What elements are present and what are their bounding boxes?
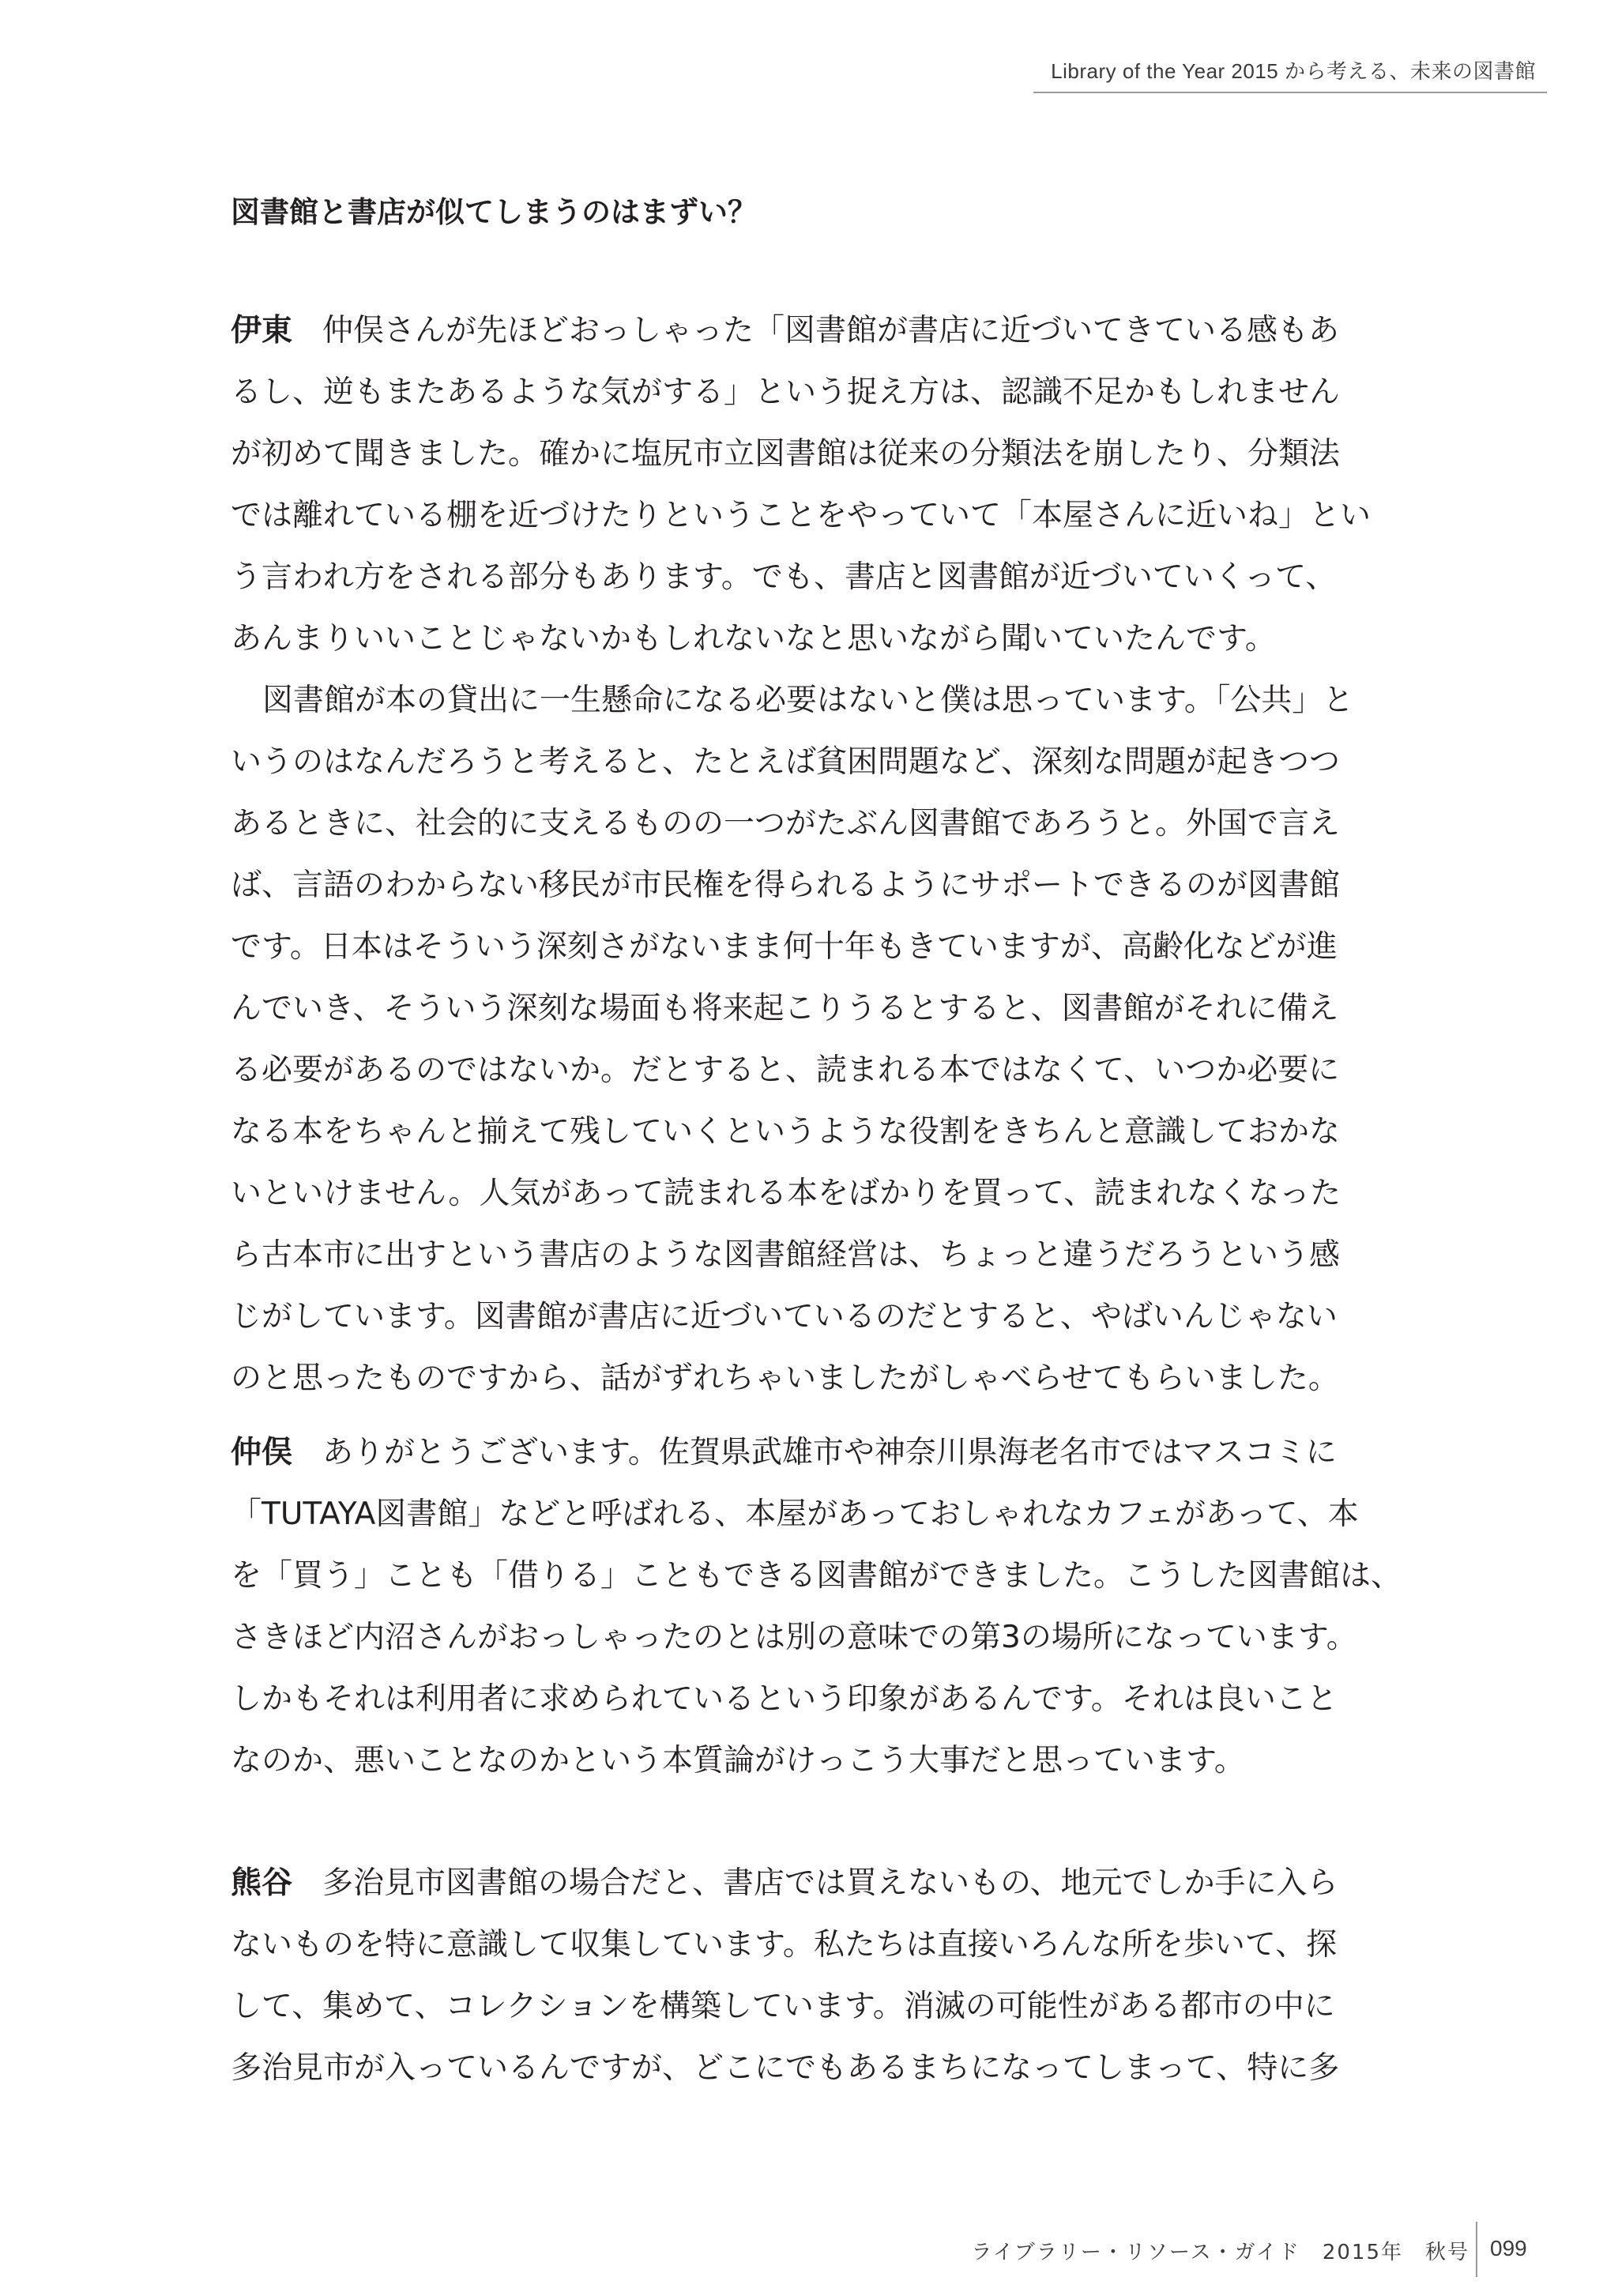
text-line: 熊谷 多治見市図書館の場合だと、書店では買えないもの、地元でしか手に入ら bbox=[231, 1865, 1338, 1901]
text-line: では離れている棚を近づけたりということをやっていて「本屋さんに近いね」とい bbox=[231, 498, 1372, 533]
page-footer bbox=[0, 2236, 1618, 2283]
text-line: しかもそれは利用者に求められているという印象があるんです。それは良いこと bbox=[231, 1681, 1338, 1717]
text-line: 「TUTAYA図書館」などと呼ばれる、本屋があっておしゃれなカフェがあって、本 bbox=[231, 1496, 1359, 1532]
text-line: ら古本市に出すという書店のような図書館経営は、ちょっと違うだろうという感 bbox=[231, 1237, 1341, 1273]
paragraph-kumagai bbox=[231, 1853, 1416, 2099]
text-line: です。日本はそういう深刻さがないまま何十年もきていますが、高齢化などが進 bbox=[231, 929, 1338, 965]
text-line: んでいき、そういう深刻な場面も将来起こりうるとすると、図書館がそれに備え bbox=[231, 991, 1339, 1026]
text-line: なのか、悪いことなのかという本質論がけっこう大事だと思っています。 bbox=[231, 1743, 1245, 1778]
text-line: あるときに、社会的に支えるものの一つがたぶん図書館であろうと。外国で言え bbox=[231, 806, 1341, 841]
text-line: じがしています。図書館が書店に近づいているのだとすると、やばいんじゃない bbox=[231, 1299, 1338, 1334]
speaker-name: 仲俣 bbox=[231, 1435, 293, 1470]
text-line: して、集めて、コレクションを構築しています。消滅の可能性がある都市の中に bbox=[231, 1989, 1335, 2024]
text-line: のと思ったものですから、話がずれちゃいましたがしゃべらせてもらいました。 bbox=[231, 1361, 1339, 1396]
text-line: あんまりいいことじゃないかもしれないなと思いながら聞いていたんです。 bbox=[231, 621, 1276, 657]
speaker-name: 伊東 bbox=[231, 313, 293, 348]
text-line: る必要があるのではないか。だとすると、読まれる本ではなくて、いつか必要に bbox=[231, 1052, 1340, 1088]
text-line: ば、言語のわからない移民が市民権を得られるようにサポートできるのが図書館 bbox=[231, 868, 1341, 903]
text-line: いといけません。人気があって読まれる本をばかりを買って、読まれなくなった bbox=[231, 1176, 1341, 1211]
text-line: 図書館が本の貸出に一生懸命になる必要はないと僕は思っています。「公共」と bbox=[262, 683, 1354, 718]
text-line: う言われ方をされる部分もあります。でも、書店と図書館が近づいていくって、 bbox=[231, 559, 1337, 595]
publication-label: ライブラリー・リソース・ガイド 2015年 秋号 bbox=[971, 2241, 1469, 2264]
text-line: 仲俣 ありがとうございます。佐賀県武雄市や神奈川県海老名市ではマスコミに bbox=[231, 1435, 1337, 1470]
text-line: いうのはなんだろうと考えると、たとえば貧困問題など、深刻な問題が起きつつ bbox=[231, 744, 1341, 780]
paragraph-ito bbox=[231, 300, 1416, 1410]
running-header: Library of the Year 2015 から考える、未来の図書館 bbox=[1051, 59, 1536, 83]
text-line: るし、逆もまたあるような気がする」という捉え方は、認識不足かもしれません bbox=[231, 375, 1341, 410]
text-line: なる本をちゃんと揃えて残していくというような役割をきちんと意識しておかな bbox=[231, 1114, 1341, 1150]
header-rule bbox=[1033, 92, 1547, 93]
text-line: 伊東 仲俣さんが先ほどおっしゃった「図書館が書店に近づいてきている感もあ bbox=[231, 313, 1340, 348]
text-line: ないものを特に意識して収集しています。私たちは直接いろんな所を歩いて、探 bbox=[231, 1927, 1338, 1963]
speaker-name: 熊谷 bbox=[231, 1865, 293, 1901]
footer-divider bbox=[1476, 2222, 1477, 2277]
text-line: を「買う」ことも「借りる」こともできる図書館ができました。こうした図書館は、 bbox=[231, 1558, 1402, 1594]
text-line: さきほど内沼さんがおっしゃったのとは別の意味での第3の場所になっています。 bbox=[231, 1620, 1357, 1655]
page-number: 099 bbox=[1490, 2236, 1527, 2260]
text-line: が初めて聞きました。確かに塩尻市立図書館は従来の分類法を崩したり、分類法 bbox=[231, 436, 1341, 472]
paragraph-nakamata bbox=[231, 1422, 1416, 1792]
text-line: 多治見市が入っているんですが、どこにでもあるまちになってしまって、特に多 bbox=[231, 2050, 1340, 2086]
section-heading: 図書館と書店が似てしまうのはまずい？ bbox=[231, 195, 757, 229]
